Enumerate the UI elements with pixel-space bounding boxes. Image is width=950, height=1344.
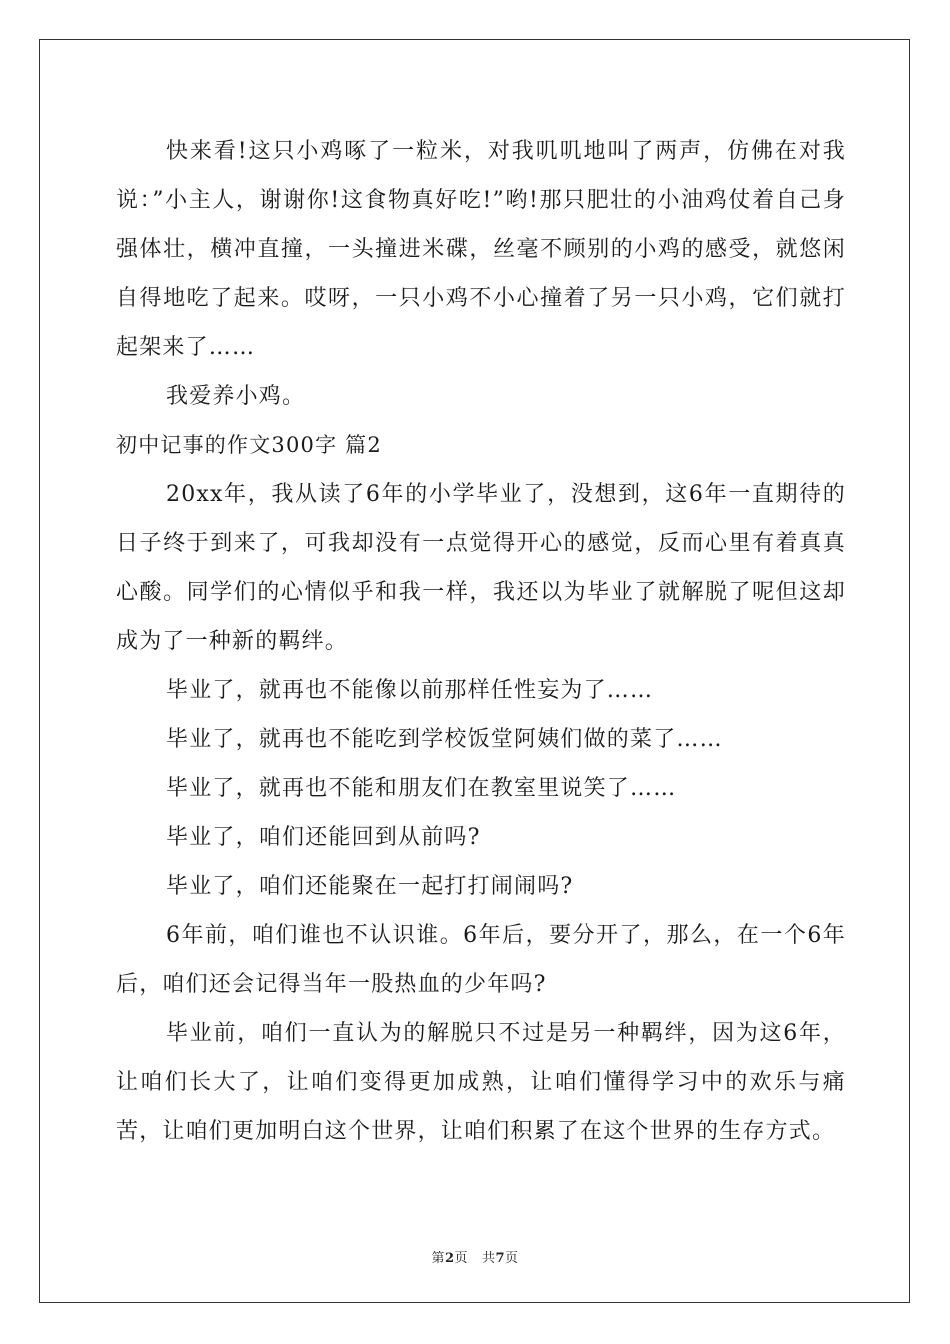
paragraph: 我爱养小鸡。: [166, 384, 306, 409]
paragraph: 毕业了，就再也不能和朋友们在教室里说笑了……: [166, 776, 677, 801]
paragraph: 毕业了，咱们还能聚在一起打打闹闹吗?: [166, 874, 574, 899]
page-prefix: 第: [431, 1251, 445, 1266]
page-suffix: 页: [454, 1251, 469, 1266]
paragraph: 毕业了，就再也不能吃到学校饭堂阿姨们做的菜了……: [166, 727, 723, 752]
paragraph: 6年前，咱们谁也不认识谁。6年后，要分开了，那么，在一个6年后，咱们还会记得当年一股热血的少年吗?: [116, 923, 846, 997]
paragraph: 毕业了，就再也不能像以前那样任性妄为了……: [166, 678, 654, 703]
paragraph: 快来看!这只小鸡啄了一粒米，对我叽叽地叫了两声，仿佛在对我说：”小主人，谢谢你!这食物真好吃!”哟!那只肥壮的小油鸡仗着自己身强体壮，横冲直撞，一头撞进米碟，丝毫不顾别的小鸡的感受，就悠闲自得地吃了起来。哎呀，一只小鸡不小心撞着了另一只小鸡，它们就打起架来了……: [116, 139, 846, 360]
page-current: 2: [444, 1251, 455, 1266]
paragraph: 毕业前，咱们一直认为的解脱只不过是另一种羁绊，因为这6年，让咱们长大了，让咱们变得更加成熟，让咱们懂得学习中的欢乐与痛苦，让咱们更加明白这个世界，让咱们积累了在这个世界的生存方式。: [116, 1021, 846, 1144]
page-total: 7: [495, 1251, 506, 1266]
page-footer: [0, 1247, 950, 1266]
document-body: [116, 127, 846, 1156]
paragraph: 20xx年，我从读了6年的小学毕业了，没想到，这6年一直期待的日子终于到来了，可我却没有一点觉得开心的感觉，反而心里有着真真心酸。同学们的心情似乎和我一样，我还以为毕业了就解脱了呢但这却成为了一种新的羁绊。: [116, 482, 846, 654]
total-suffix: 页: [505, 1251, 519, 1266]
paragraph: 毕业了，咱们还能回到从前吗?: [166, 825, 481, 850]
section-heading: 初中记事的作文300字 篇2: [116, 433, 382, 457]
total-prefix: 共: [481, 1251, 496, 1266]
